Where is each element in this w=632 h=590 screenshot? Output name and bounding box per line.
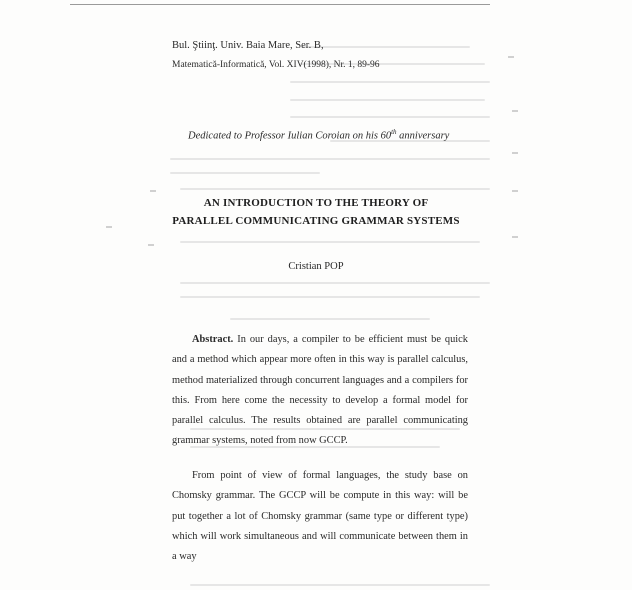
show-through-line: [190, 584, 490, 586]
show-through-line: [170, 172, 320, 174]
margin-speck: [512, 190, 518, 192]
show-through-line: [290, 81, 490, 83]
abstract-paragraph: [172, 330, 468, 452]
margin-speck: [512, 152, 518, 154]
margin-speck: [512, 236, 518, 238]
journal-citation-line-2: Matematică-Informatică, Vol. XIV(1998), Nr. 1, 89-96: [172, 60, 380, 70]
abstract-keyword: Abstract.: [192, 334, 234, 345]
show-through-line: [180, 241, 480, 243]
body-paragraph: [172, 466, 468, 567]
dedication-text: Dedicated to Professor Iulian Coroian on his 60: [188, 130, 392, 142]
paper-title-line-2: PARALLEL COMMUNICATING GRAMMAR SYSTEMS: [172, 215, 460, 227]
journal-citation-line-1: Bul. Ştiinţ. Univ. Baia Mare, Ser. B,: [172, 40, 324, 51]
margin-speck: [150, 190, 156, 192]
show-through-line: [290, 99, 485, 101]
show-through-line: [180, 188, 490, 190]
show-through-line: [180, 282, 490, 284]
dedication: [188, 128, 449, 142]
dedication-suffix: anniversary: [396, 130, 450, 142]
show-through-line: [290, 116, 490, 118]
body-paragraph-text: From point of view of formal languages, the study base on Chomsky grammar. The GCCP will be compute in this way: will be put together a lot of Chomsky grammar (same type or different type) which will work simultaneous and will communicate between them in a way: [172, 470, 468, 563]
show-through-line: [300, 46, 470, 48]
show-through-line: [230, 318, 430, 320]
show-through-line: [180, 296, 480, 298]
abstract-text: In our days, a compiler to be efficient must be quick and a method which appear more often in this way is parallel calculus, method materialized through concurrent languages and a compilers for this. From here come the necessity to develop a formal model for parallel calculus. The results obtained are parallel communicating grammar systems, noted from now GCCP.: [172, 334, 468, 447]
author-name: Cristian POP: [288, 261, 344, 272]
top-rule: [70, 4, 490, 5]
margin-speck: [508, 56, 514, 58]
dedication-superscript: th: [391, 128, 397, 136]
margin-speck: [148, 244, 154, 246]
show-through-line: [170, 158, 490, 160]
paper-title-line-1: AN INTRODUCTION TO THE THEORY OF: [203, 197, 429, 209]
margin-speck: [512, 110, 518, 112]
